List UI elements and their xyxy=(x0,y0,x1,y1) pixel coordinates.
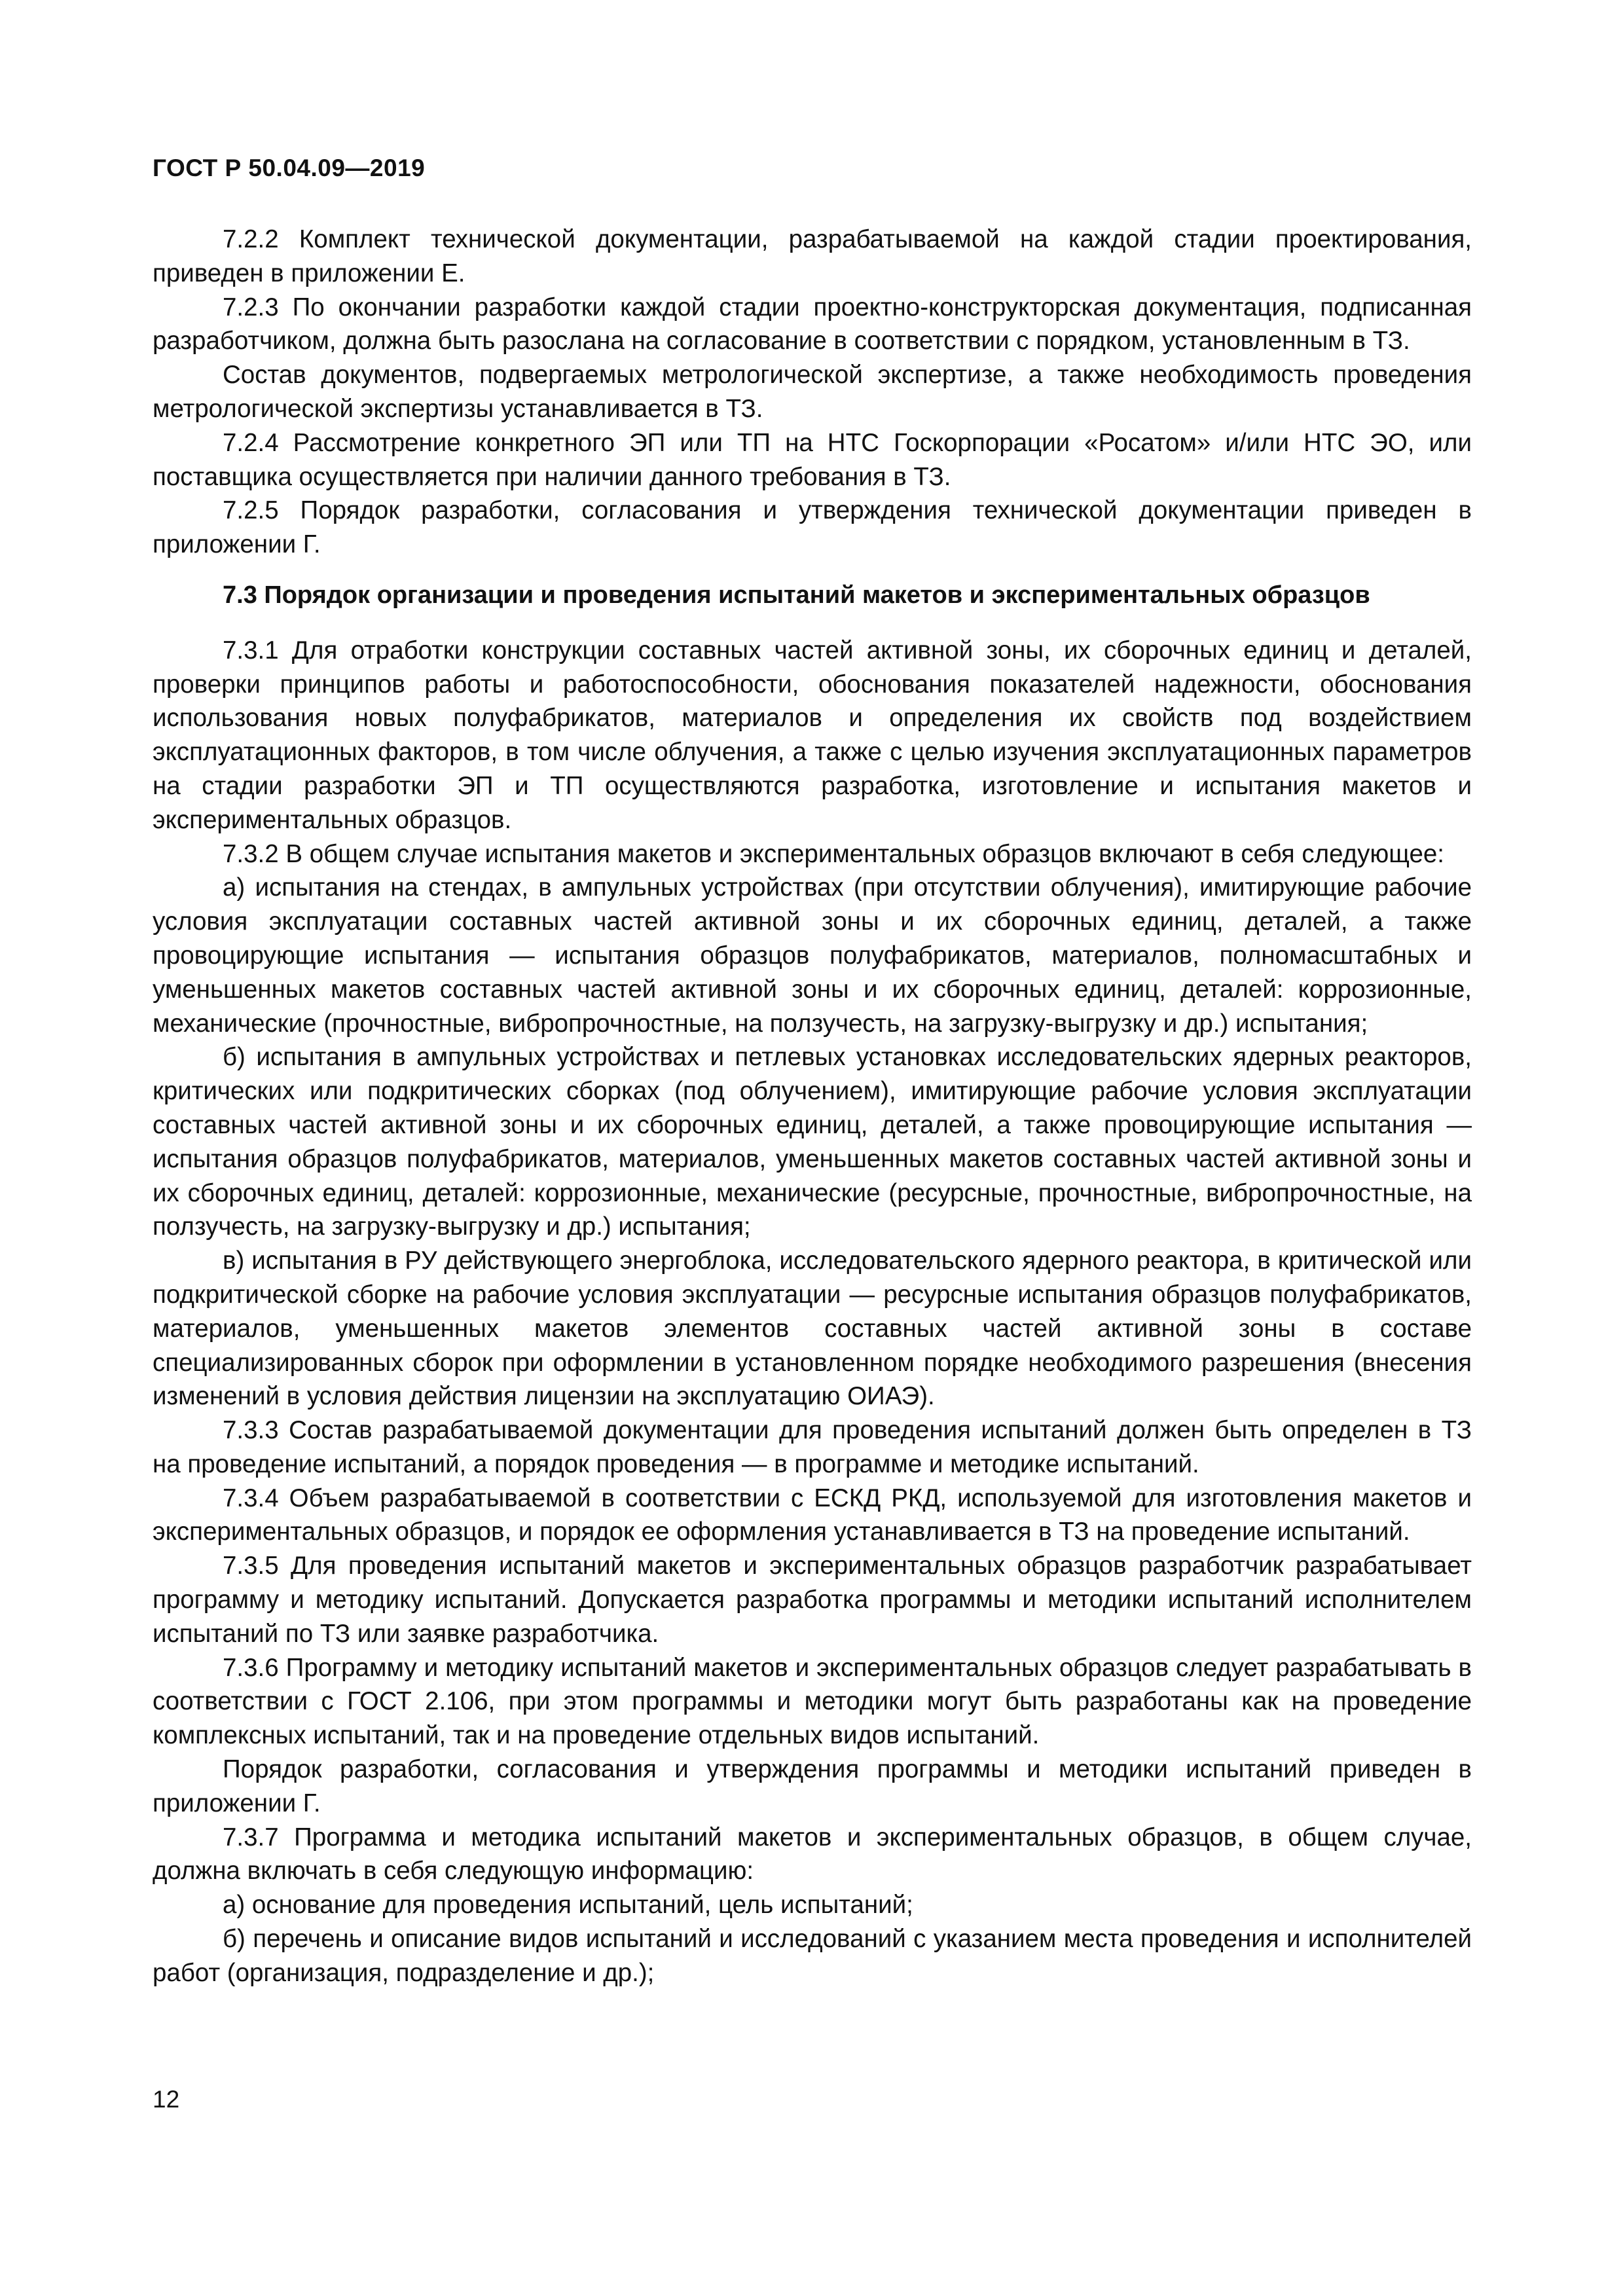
paragraph-7-3-4: 7.3.4 Объем разрабатываемой в соответствии с ЕСКД РКД, используемой для изготовления макетов и экспериментальных образцов, и порядок ее оформления устанавливается в ТЗ на проведение испытаний. xyxy=(153,1484,1472,1546)
paragraph-metrology: Состав документов, подвергаемых метрологической экспертизе, а также необходимость проведения метрологической экспертизы устанавливается в ТЗ. xyxy=(153,361,1472,423)
list-item-a-stands: а) испытания на стендах, в ампульных устройствах (при отсутствии облучения), имитирующие рабочие условия эксплуатации составных частей активной зоны и их сборочных единиц, деталей, а также провоцирующие испытания — испытания образцов полуфабрикатов, материалов, полномасштабных и уменьшенных макетов составных частей активной зоны и их сборочных единиц, деталей: коррозионные, механические (прочностные, вибропрочностные, на ползучесть, на загрузку-выгрузку и др.) испытания; xyxy=(153,873,1472,1038)
paragraph-program-procedure: Порядок разработки, согласования и утверждения программы и методики испытаний приведен в приложении Г. xyxy=(153,1755,1472,1817)
paragraph-7-2-4: 7.2.4 Рассмотрение конкретного ЭП или ТП на НТС Госкорпорации «Росатом» и/или НТС ЭО, или поставщика осуществляется при наличии данного требования в ТЗ. xyxy=(153,428,1472,491)
section-heading-7-3: 7.3 Порядок организации и проведения испытаний макетов и экспериментальных образцов xyxy=(223,581,1370,609)
list-item-b-test-types: б) перечень и описание видов испытаний и исследований с указанием места проведения и исполнителей работ (организация, подразделение и др.); xyxy=(153,1925,1472,1987)
paragraph-7-2-3: 7.2.3 По окончании разработки каждой стадии проектно-конструкторская документация, подписанная разработчиком, должна быть разослана на согласование в соответствии с порядком, установленным в ТЗ. xyxy=(153,293,1472,355)
document-header: ГОСТ Р 50.04.09—2019 xyxy=(153,155,426,181)
document-body xyxy=(153,223,1472,1990)
page-number: 12 xyxy=(153,2086,180,2113)
paragraph-7-3-2: 7.3.2 В общем случае испытания макетов и экспериментальных образцов включают в себя следующее: xyxy=(223,839,1444,868)
paragraph-7-3-6: 7.3.6 Программу и методику испытаний макетов и экспериментальных образцов следует разрабатывать в соответствии с ГОСТ 2.106, при этом программы и методики могут быть разработаны как на проведение комплексных испытаний, так и на проведение отдельных видов испытаний. xyxy=(153,1653,1472,1750)
paragraph-7-2-5: 7.2.5 Порядок разработки, согласования и утверждения технической документации приведен в приложении Г. xyxy=(153,496,1472,559)
paragraph-7-2-2: 7.2.2 Комплект технической документации, разрабатываемой на каждой стадии проектирования, приведен в приложении Е. xyxy=(153,225,1472,287)
paragraph-7-3-3: 7.3.3 Состав разрабатываемой документации для проведения испытаний должен быть определен в ТЗ на проведение испытаний, а порядок проведения — в программе и методике испытаний. xyxy=(153,1416,1472,1478)
paragraph-7-3-5: 7.3.5 Для проведения испытаний макетов и экспериментальных образцов разработчик разрабатывает программу и методику испытаний. Допускается разработка программы и методики испытаний исполнителем испытаний по ТЗ или заявке разработчика. xyxy=(153,1552,1472,1648)
list-item-v-power-unit: в) испытания в РУ действующего энергоблока, исследовательского ядерного реактора, в критической или подкритической сборке на рабочие условия эксплуатации — ресурсные испытания образцов полуфабрикатов, материалов, уменьшенных макетов элементов составных частей активной зоны в составе специализированных сборок при оформлении в установленном порядке необходимого разрешения (внесения изменений в условия действия лицензии на эксплуатацию ОИАЭ). xyxy=(153,1247,1472,1411)
paragraph-7-3-1: 7.3.1 Для отработки конструкции составных частей активной зоны, их сборочных единиц и деталей, проверки принципов работы и работоспособности, обоснования показателей надежности, обоснования использования новых полуфабрикатов, материалов и определения их свойств под воздействием эксплуатационных факторов, в том числе облучения, а также с целью изучения эксплуатационных параметров на стадии разработки ЭП и ТП осуществляются разработка, изготовление и испытания макетов и экспериментальных образцов. xyxy=(153,636,1472,834)
paragraph-7-3-7: 7.3.7 Программа и методика испытаний макетов и экспериментальных образцов, в общем случае, должна включать в себя следующую информацию: xyxy=(153,1823,1472,1886)
list-item-a-basis: а) основание для проведения испытаний, цель испытаний; xyxy=(223,1891,913,1920)
list-item-b-ampoules: б) испытания в ампульных устройствах и петлевых установках исследовательских ядерных реакторов, критических или подкритических сборках (под облучением), имитирующие рабочие условия эксплуатации составных частей активной зоны и их сборочных единиц, деталей, а также провоцирующие испытания — испытания образцов полуфабрикатов, материалов, уменьшенных макетов составных частей активной зоны и их сборочных единиц, деталей: коррозионные, механические (ресурсные, прочностные, вибропрочностные, на ползучесть, на загрузку-выгрузку и др.) испытания; xyxy=(153,1043,1472,1241)
